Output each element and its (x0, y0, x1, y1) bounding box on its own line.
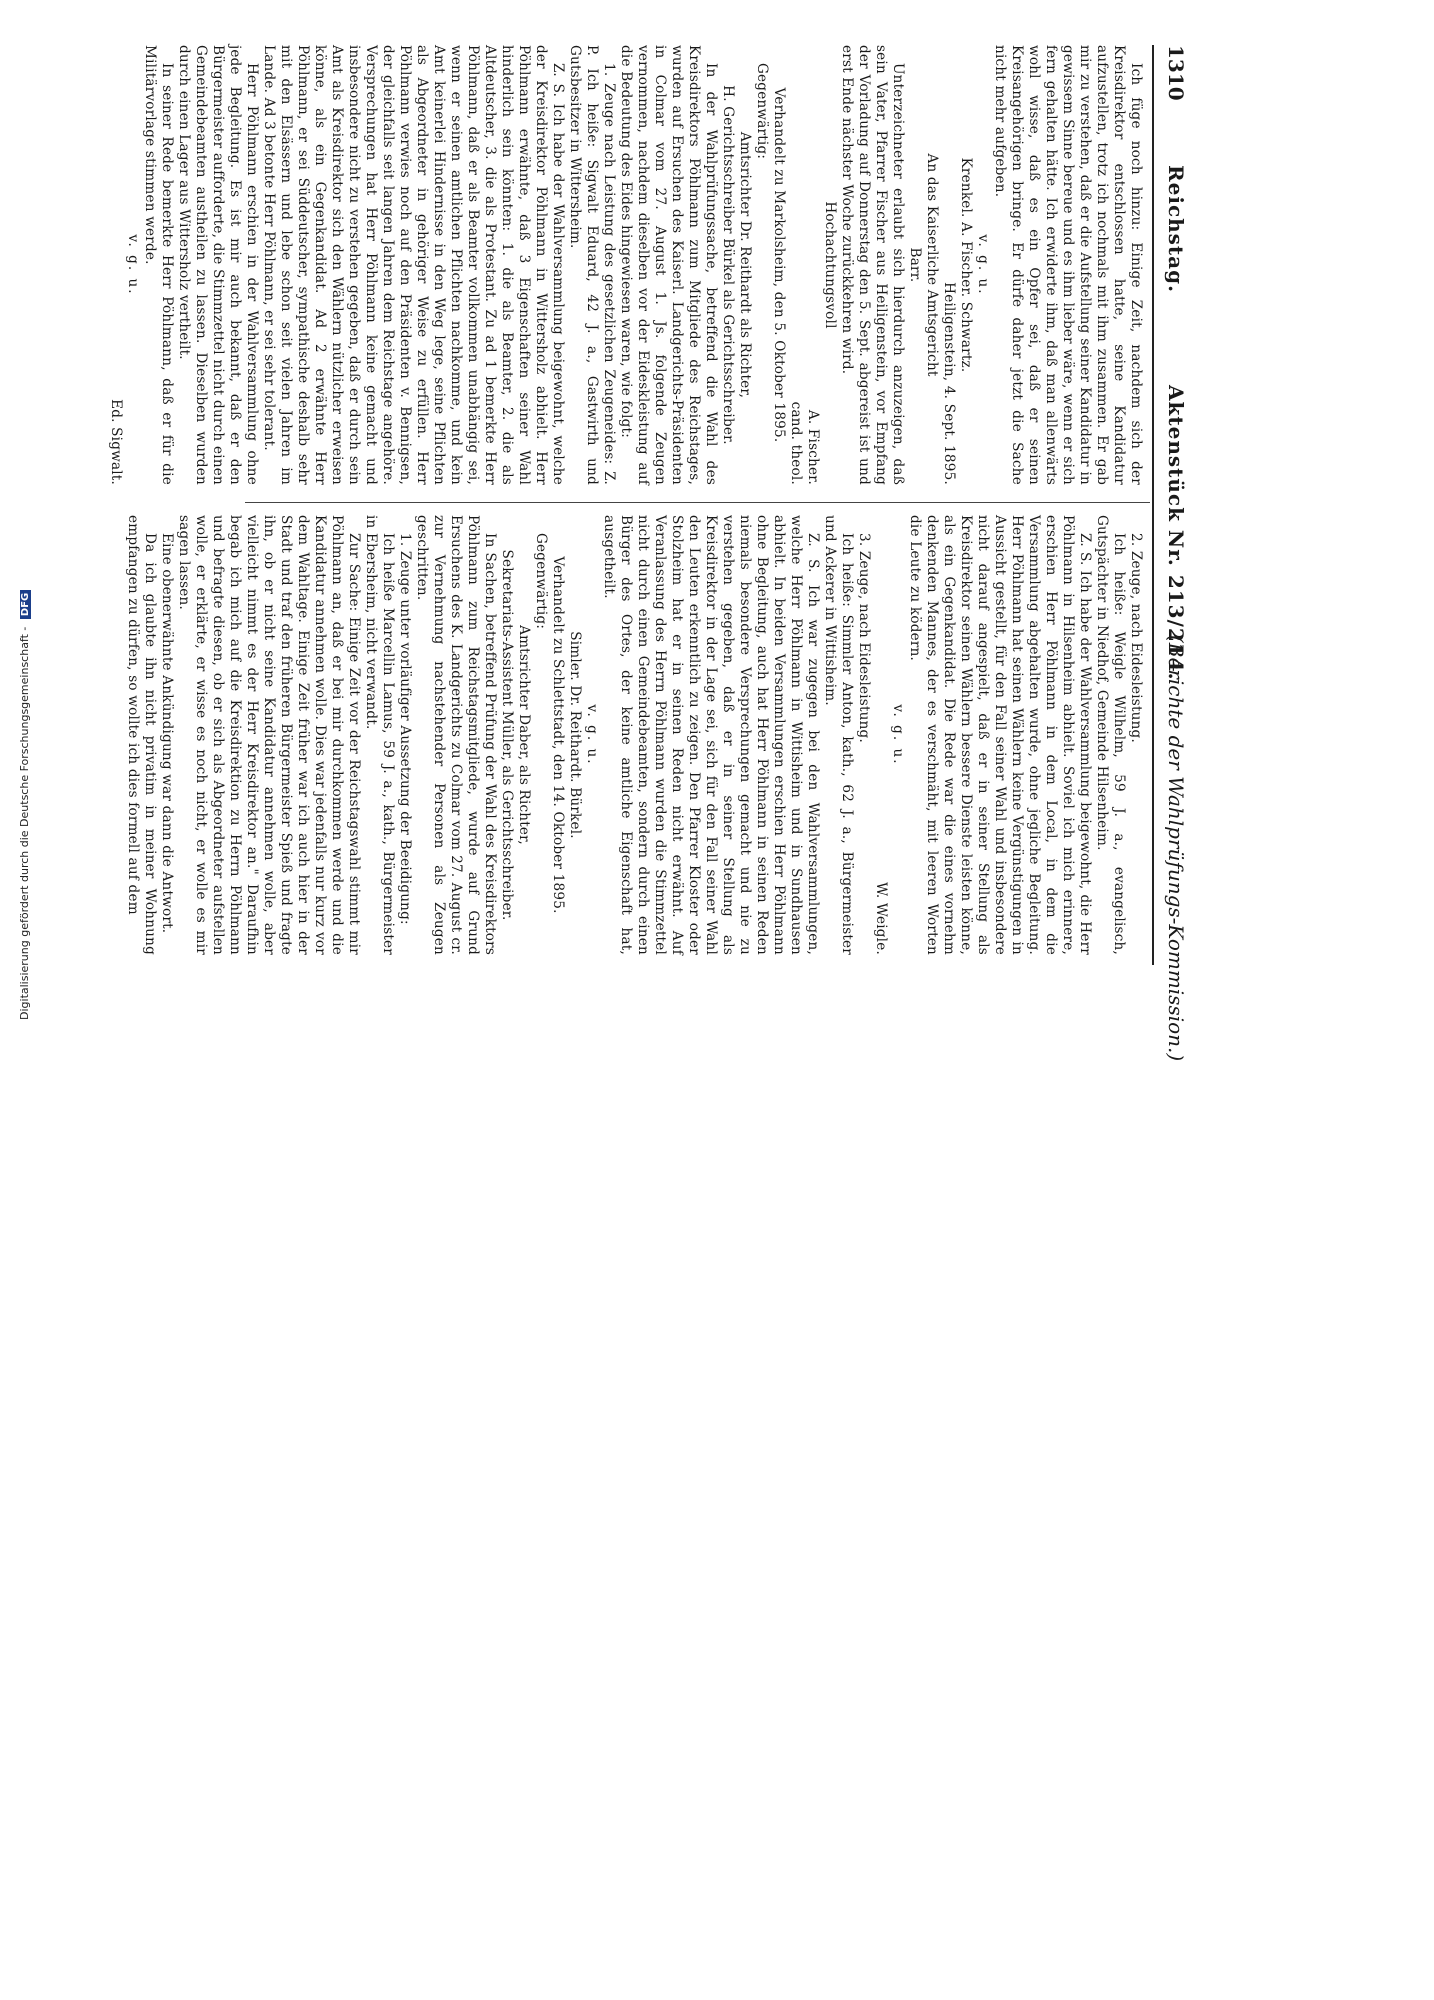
funding-note: Digitalisierung gefördert durch die Deutsche Forschungsgemeinschaft - (18, 626, 31, 1020)
column-divider (245, 502, 1150, 503)
present-line: Sekretariats-Assistent Müller, als Gerichtsschreiber. (499, 549, 515, 921)
left-column (107, 45, 1144, 485)
paragraph: Z. S. Ich habe der Wahlversammlung beigewohnt, welche der Kreisdirektor Pöhlmann in Wittersholz abhielt. Herr Pöhlmann erwähnte, daß 3 Eigenschaften seiner Wahl hinderlich sein könnten: 1. die als Beamter, 2. die als Altdeutscher, 3. die als Protestant. Zu ad 1 bemerkte Herr Pöhlmann, daß er als Beamter vollkommen unabhängig sei, wenn er seinen amtlichen Pflichten nachkomme, und kein Amt keinerlei Hindernisse in den Weg lege, seine Pflichten als Abgeordneter in gehöriger Weise zu erfüllen. Herr Pöhlmann verwies noch auf den Präsidenten v. Bennigsen, der gleichfalls seit langen Jahren dem Reichstage angehöre. Versprechungen hat Herr Pöhlmann keine gemacht und insbesondere nicht zu verstehen gegeben, daß er durch sein Amt als Kreisdirektor sich den Wählern nützlicher erweisen könne, als ein Gegenkandidat. Ad 2 erwähnte Herr Pöhlmann, er sei Süddeutscher, sympathische deshalb sehr mit den Elsässern und lebe schon seit vielen Jahren im Lande. Ad 3 betonte Herr Pöhlmann, er sei sehr tolerant. (261, 45, 566, 485)
signature-name: W. Weigle. (873, 882, 889, 955)
paragraph: Ich heiße: Simmler Anton, kath., 62 J. a., Bürgermeister und Ackerer in Wittisheim. (822, 515, 855, 955)
signature-names: Krenkel. A. Fischer. Schwartz. (958, 157, 974, 373)
paragraph: 2. Zeuge, nach Eidesleistung. (1128, 533, 1144, 743)
signature-title: cand. theol. (788, 401, 804, 485)
addressee: An das Kaiserliche Amtsgericht (924, 153, 940, 377)
present-line: H. Gerichtsschreiber Bürkel als Gerichtsschreiber. (720, 85, 736, 445)
present-line: Amtsrichter Dr. Reithardt als Richter, (737, 131, 753, 399)
margin-note-text (18, 20, 42, 1020)
place-date: Verhandelt zu Schlettstadt, den 14. Oktober 1895. (550, 556, 566, 914)
place-date: Verhandelt zu Markolsheim, den 5. Oktober 1895. (771, 87, 787, 443)
margin-note (4, 592, 31, 2000)
signature-vgu: v. g. u. (890, 704, 906, 766)
paragraph: Ich heiße: Weigle Wilhelm, 59 J. a., evangelisch, Gutspächter in Niedhof, Gemeinde Hilsenheim. (1094, 515, 1127, 955)
rotated-scan (108, 45, 1190, 1062)
signature-name: Ed. Sigwalt. (108, 399, 124, 485)
present-label: Gegenwärtig: (754, 63, 770, 160)
closing: Hochachtungsvoll (822, 201, 838, 329)
document-page (100, 0, 1188, 1062)
paragraph: In Sachen, betreffend Prüfung der Wahl des Kreisdirektors Pöhlmann zum Reichstagsmitgliede, wurde auf Grund Ersuchens des K. Landgerichts zu Colmar vom 27. August cr. zur Vernehmung nachstehender Personen als Zeugen geschritten. (414, 515, 498, 955)
paragraph: In der Wahlprüfungssache, betreffend die Wahl des Kreisdirektors Pöhlmann zum Mitgliede des Reichstages, wurden auf Ersuchen des Kaiserl. Landgerichts-Präsidenten in Colmar vom 27. August 1. Js. folgende Zeugen vernommen, nachdem dieselben vor der Eideskleistung auf die Bedeutung des Eides hingewiesen waren, wie folgt: (618, 45, 719, 485)
paragraph: Zur Sache: Einige Zeit vor der Reichstagswahl stimmt mir Pöhlmann an, daß er bei mir durchkommen werde und die Kandidatur annehmen wolle. Dies war jedenfalls nur kurz vor dem Wahltage. Einige Zeit früher war ich auch hier in der Stadt und traf den früheren Bürgermeister Spieß und fragte ihn, ob er nicht seine Kandidatur annehmen wolle, aber vielleicht nimmt es der Herr Kreisdirektor an." Daraufhin begab ich mich auf die Kreisdirektion zu Herrn Pöhlmann und befragte diesen, ob er sich als Abgeordneter aufstellen wolle, er erklärte, er wisse es noch nicht, er wolle es mir sagen lassen. (176, 515, 362, 955)
paragraph: 1. Zeuge unter vorläufiger Aussetzung der Beeidigung: (397, 533, 413, 925)
paragraph: Unterzeichneter erlaubt sich hierdurch anzuzeigen, daß sein Vater, Pfarrer Fischer aus Heiligenstein, vor Empfang der Vorladung auf Donnerstag den 5. Sept. abgereist ist und erst Ende nächster Woche zurückkehren wird. (839, 45, 906, 485)
paragraph: In seiner Rede bemerkte Herr Pöhlmann, daß er für die Militärvorlage stimmen werde. (142, 45, 175, 485)
present-label: Gegenwärtig: (533, 533, 549, 630)
paragraph: Eine obenerwähnte Ankündigung war dann die Antwort. (159, 533, 175, 934)
paragraph: Ich heiße Marcellin Lamus, 59 J. a., kath., Bürgermeister in Ebersheim, nicht verwandt. (363, 515, 396, 955)
signature-names: Simler. Dr. Reithardt. Bürkel. (567, 631, 583, 839)
paragraph: 3. Zeuge, nach Eidesleistung. (856, 533, 872, 743)
signature-name: A. Fischer. (805, 409, 821, 485)
dfg-logo: DFG (20, 590, 31, 619)
place-date: Heiligenstein, 4. Sept. 1895. (941, 282, 957, 485)
paragraph: 1. Zeuge nach Leistung des gesetzlichen Zeugeneides: Z. P. Ich heiße: Sigwalt Eduard, 42 J. a., Gastwirth und Gutsbesitzer in Wittersheim. (567, 45, 617, 485)
paragraph: Z. S. Ich habe der Wahlversammlung beigewohnt, die Herr Pöhlmann in Hilsenheim abhielt. Soviel ich mich erinnere, erschien Herr Pöhlmann in dem Local, in dem die Versammlung abgehalten wurde, ohne jegliche Begleitung. Herr Pöhlmann hat seinen Wählern keine Vergünstigungen in Aussicht gestellt, für den Fall seiner Wahl und insbesondere nicht darauf angespielt, daß er in seiner Stellung als Kreisdirektor seinen Wählern bessere Dienste leisten könne, als ein Gegenkandidat. Die Rede war die eines vornehm denkenden Mannes, der es verschmäht, mit leeren Worten die Leute zu ködern. (907, 515, 1093, 955)
header-rule (1152, 45, 1154, 965)
paragraph: Da ich glaubte ihn nicht privatim in meiner Wohnung empfangen zu dürfen, so wollte ich dies formell auf dem (125, 515, 158, 955)
signature-vgu: v. g. u. (125, 234, 141, 296)
present-line: Amtsrichter Daber, als Richter, (516, 625, 532, 845)
addressee-city: Barr. (907, 247, 923, 283)
paragraph: Z. S. Ich war zugegen bei den Wahlversammlungen, welche Herr Pöhlmann in Wittisheim und in Sundhausen abhielt. In beiden Versammlungen erschien Herr Pöhlmann ohne Begleitung, auch hat Herr Pöhlmann in seinen Reden niemals besondere Versprechungen gemacht und nie zu verstehen gegeben, daß er in seiner Stellung als Kreisdirektor in der Lage sei, sich für den Fall seiner Wahl den Leuten erkenntlich zu zeigen. Den Pfarrer Kloster oder Stolzheim hat er in seinen Reden nicht erwähnt. Auf Veranlassung des Herrn Pöhlmann wurden die Stimmzettel nicht durch einen Gemeindebeamten, sondern durch einen Bürger des Ortes, der keine amtliche Eigenschaft hat, ausgetheilt. (601, 515, 821, 955)
section-title: (Berichte der Wahlprüfungs-Kommission.) (1164, 635, 1188, 1062)
act-label: Aktenstück Nr. 213/214. (1164, 385, 1188, 681)
page-number: 1310 (1164, 45, 1188, 101)
page-header (1156, 45, 1190, 1062)
right-column (124, 515, 1144, 955)
signature-vgu: v. g. u. (975, 234, 991, 296)
journal-title: Reichstag. (1164, 165, 1188, 294)
signature-vgu: v. g. u. (584, 704, 600, 766)
paragraph: Ich füge noch hinzu: Einige Zeit, nachdem sich der Kreisdirektor entschlossen hatte, seine Kandidatur aufzustellen, trotz ich nochmals mit ihm zusammen. Er gab mir zu verstehen, daß er die Aufstellung seiner Kandidatur in gewissem Sinne bereue und es ihm lieber wäre, wenn er sich fern gehalten hätte. Ich erwiderte ihm, daß man allenwärts wohl wisse, daß es ein Opfer sei, daß er seinen Kreisangehörigen bringe. Er dürfe daher jetzt die Sache nicht mehr aufgeben. (992, 45, 1144, 485)
paragraph: Herr Pöhlmann erschien in der Wahlversammlung ohne jede Begleitung. Es ist mir auch bekannt, daß er den Bürgermeister aufforderte, die Stimmzettel nicht durch einen Gemeindebeamten austheilen zu lassen. Dieselben wurden durch einen Lager aus Wittersholz vertheilt. (176, 45, 260, 485)
